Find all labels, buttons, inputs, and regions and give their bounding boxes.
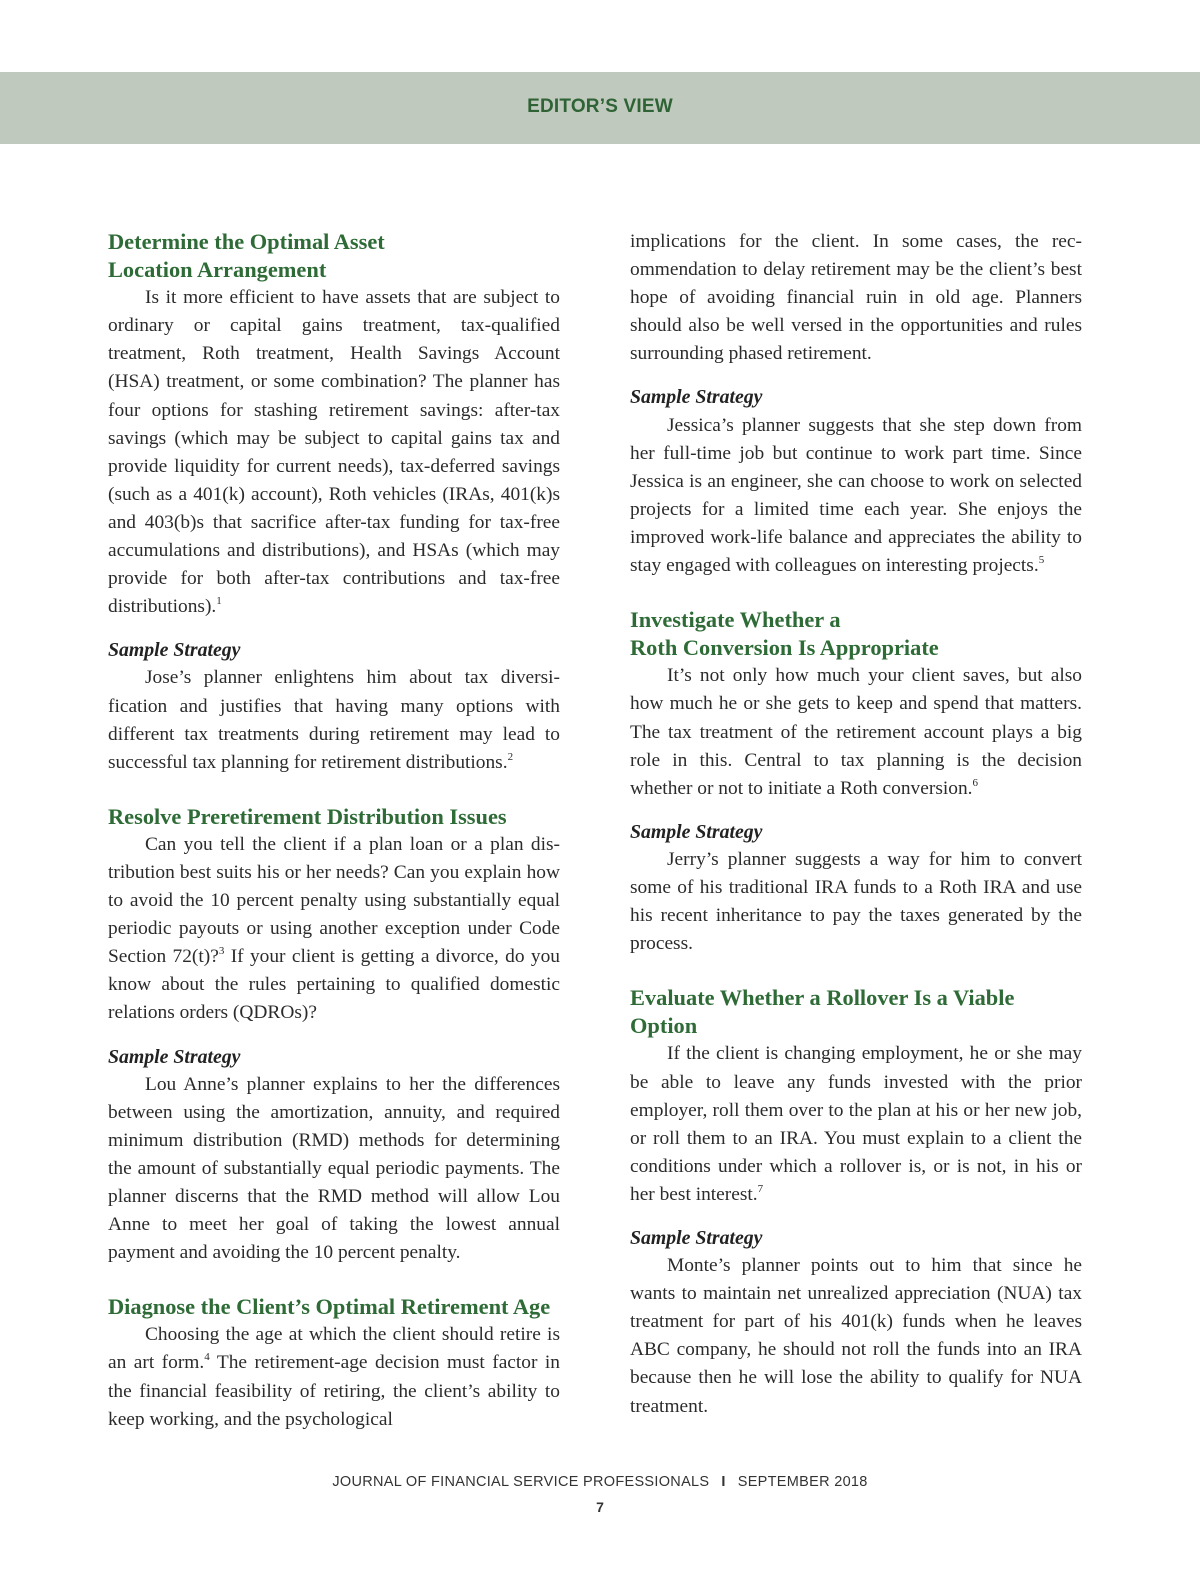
footnote-marker: 5 [1038, 554, 1045, 567]
heading-rollover: Evaluate Whether a Rollover Is a Viable Option [630, 985, 1015, 1039]
paragraph [108, 831, 560, 1028]
footnote-marker: 1 [216, 595, 222, 608]
footnote-marker: 2 [507, 750, 514, 763]
footnote-marker: 7 [757, 1182, 764, 1195]
heading-line: Roth Conversion Is Appropriate [630, 635, 939, 661]
page-number: 7 [596, 1499, 604, 1515]
heading-retirement-age: Diagnose the Client’s Optimal Retirement Age [108, 1294, 551, 1320]
sample-strategy-label: Sample Strategy [108, 639, 241, 662]
paragraph-text: Jose’s planner enlightens him about tax diversification and justifies that having many options with different tax treatments during retirement may lead to successful tax planning for retirement distributions. [108, 667, 560, 773]
paragraph: Lou Anne’s planner explains to her the differences between using the amortization, annuity, and required minimum distribution (RMD) methods for determining the amount of substantially equal periodic payments. The planner discerns that the RMD method will allow Lou Anne to meet her goal of taking the lowest annual payment and avoiding the 10 percent penalty. [108, 1073, 560, 1264]
heading-line: Investigate Whether a [630, 607, 841, 633]
paragraph-text: Jessica’s planner suggests that she step down from her full-time job but continue to work part time. Since Jessica is an engineer, she can choose to work on selected projects for a limited time each year. She enjoys the improved work-life balance and appreciates the ability to stay engaged with colleagues on interesting projects. [630, 414, 1082, 577]
footnote-marker: 6 [972, 776, 978, 789]
sample-strategy-label: Sample Strategy [108, 1045, 241, 1068]
section-title: EDITOR’S VIEW [527, 96, 673, 117]
sample-strategy-label: Sample Strategy [630, 820, 763, 843]
page-footer [0, 1474, 1200, 1490]
heading-roth-conversion [630, 606, 1082, 662]
paragraph: implications for the client. In some cases, the recommendation to delay retirement may be the client’s best hope of avoiding financial ruin in old age. Planners should also be well versed in the opportunities and rules surrounding phased retirement. [630, 231, 1082, 365]
sample-strategy-label: Sample Strategy [630, 386, 763, 409]
paragraph: Monte’s planner points out to him that since he wants to maintain net unrealized appreciation (NUA) tax treatment for part of his 401(k) funds when he leaves ABC company, he should not roll the funds into an IRA because then he will lose the ability to qualify for NUA treatment. [630, 1255, 1082, 1417]
paragraph-text: Choosing the age at which the client should retire is an art form. [108, 1324, 560, 1374]
left-column [108, 228, 560, 1434]
paragraph-text: The retirement-age decision must factor in the financial feasibility of retiring, the client’s ability to keep working, and the psychological [108, 1352, 560, 1430]
paragraph: Jerry’s planner suggests a way for him to convert some of his traditional IRA funds to a Roth IRA and use his recent inheritance to pay the taxes generated by the process. [630, 848, 1082, 955]
paragraph [108, 1321, 560, 1433]
paragraph [108, 664, 560, 776]
paragraph [630, 1040, 1082, 1209]
footnote-marker: 3 [218, 945, 225, 958]
heading-line: Location Arrangement [108, 257, 327, 283]
right-column [630, 228, 1082, 1421]
footer-separator: I [721, 1474, 726, 1490]
section-banner [0, 72, 1200, 144]
paragraph-text: If your client is getting a divorce, do you know about the rules pertaining to qualified domestic relations orders (QDROs)? [108, 946, 560, 1024]
heading-asset-location [108, 228, 560, 284]
paragraph [630, 662, 1082, 802]
heading-preretirement-distribution: Resolve Preretirement Distribution Issues [108, 803, 507, 829]
sample-strategy-label: Sample Strategy [630, 1227, 763, 1249]
heading-line: Determine the Optimal Asset [108, 229, 385, 254]
paragraph-text: Is it more efficient to have assets that are subject to ordinary or capital gains treatment, tax-qualified treatment, Roth treatment, Health Savings Account (HSA) treatment, or some combination? The planner has four options for stashing retirement savings: after-tax savings (which may be subject to capital gains tax and provide liquidity for current needs), tax-deferred savings (such as a 401(k) account), Roth vehicles (IRAs, 401(k)s and 403(b)s that sacrifice after-tax funding for tax-free accumulations and distributions), and HSAs (which may provide for both after-tax contributions and tax-free distributions). [108, 287, 560, 618]
paragraph-text: If the client is changing employment, he or she may be able to leave any funds invested with the prior employer, roll them over to the plan at his or her new job, or roll them to an IRA. You must explain to a client the conditions under which a rollover is, or is not, in his or her best interest. [630, 1043, 1082, 1205]
journal-name: JOURNAL OF FINANCIAL SERVICE PROFESSIONALS [332, 1474, 710, 1490]
paragraph-text: Can you tell the client if a plan loan or a plan distribution best suits his or her needs? Can you explain how to avoid the 10 percent penalty using substantially equal periodic payouts or using another exception under Code Section 72(t)? [108, 833, 560, 968]
paragraph-text: It’s not only how much your client saves, but also how much he or she gets to keep and spend that matters. The tax treatment of the retirement account plays a big role in this. Central to tax planning is the decision whether or not to initiate a Roth conversion. [630, 665, 1082, 799]
footnote-marker: 4 [204, 1351, 210, 1364]
issue-date: SEPTEMBER 2018 [737, 1474, 868, 1490]
paragraph [108, 284, 560, 621]
paragraph [630, 412, 1082, 581]
